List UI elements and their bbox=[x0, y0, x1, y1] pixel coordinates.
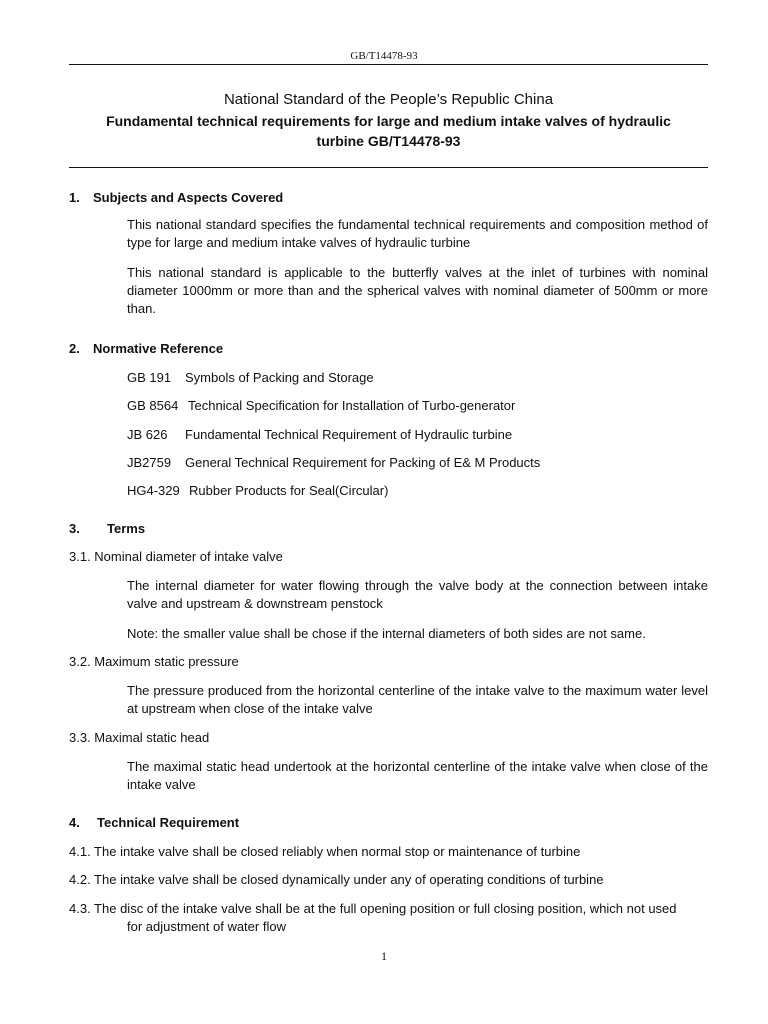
section-1-heading bbox=[69, 189, 283, 207]
header-rule bbox=[69, 64, 708, 65]
title-block bbox=[69, 90, 708, 151]
requirement-text-continued: for adjustment of water flow bbox=[127, 919, 286, 934]
reference-code: GB 8564 bbox=[127, 398, 179, 413]
term-3-2-label: 3.2. Maximum static pressure bbox=[69, 654, 239, 669]
reference-title: Fundamental Technical Requirement of Hydraulic turbine bbox=[185, 427, 513, 442]
section-3-heading bbox=[69, 520, 145, 538]
reference-item bbox=[127, 369, 708, 387]
requirement-item bbox=[69, 900, 708, 936]
requirement-item: 4.1. The intake valve shall be closed reliably when normal stop or maintenance of turbine bbox=[69, 844, 581, 859]
reference-title: Rubber Products for Seal(Circular) bbox=[189, 483, 389, 498]
term-3-1-label: 3.1. Nominal diameter of intake valve bbox=[69, 549, 283, 564]
term-3-1-definition: The internal diameter for water flowing through the valve body at the connection between intake valve and upstream & downstream penstock bbox=[127, 578, 708, 611]
reference-code: JB2759 bbox=[127, 455, 172, 470]
reference-item bbox=[127, 397, 708, 415]
section-1-paragraph-2: This national standard is applicable to the butterfly valves at the inlet of turbines with nominal diameter 1000mm or more than and the spherical valves with nominal diameter of 500mm or more than. bbox=[127, 265, 708, 316]
requirement-item: 4.2. The intake valve shall be closed dynamically under any of operating conditions of turbine bbox=[69, 872, 604, 887]
reference-item bbox=[127, 482, 708, 500]
reference-code: HG4-329 bbox=[127, 483, 180, 498]
reference-item bbox=[127, 454, 708, 472]
reference-item bbox=[127, 426, 708, 444]
term-3-1-note: Note: the smaller value shall be chose if the internal diameters of both sides are not same. bbox=[127, 626, 646, 641]
reference-title: Symbols of Packing and Storage bbox=[185, 370, 374, 385]
section-4-heading bbox=[69, 814, 239, 832]
document-title-line-1: Fundamental technical requirements for large and medium intake valves of hydraulic bbox=[106, 113, 671, 129]
term-3-2-definition: The pressure produced from the horizontal centerline of the intake valve to the maximum water level at upstream when close of the intake valve bbox=[127, 683, 708, 716]
section-3-title: Terms bbox=[107, 521, 146, 536]
running-header: GB/T14478-93 bbox=[350, 50, 418, 62]
term-3-3-label: 3.3. Maximal static head bbox=[69, 730, 210, 745]
section-2-heading bbox=[69, 340, 223, 358]
document-subtitle: National Standard of the People’s Republic China bbox=[223, 91, 554, 108]
section-2-number: 2. bbox=[69, 341, 80, 356]
requirement-text: 4.3. The disc of the intake valve shall be at the full opening position or full closing position, which not used bbox=[69, 901, 677, 916]
section-2-title: Normative Reference bbox=[93, 341, 224, 356]
reference-title: Technical Specification for Installation of Turbo-generator bbox=[188, 398, 516, 413]
section-1-number: 1. bbox=[69, 190, 80, 205]
document-title-line-2: turbine GB/T14478-93 bbox=[316, 133, 461, 149]
reference-code: JB 626 bbox=[127, 427, 168, 442]
section-4-number: 4. bbox=[69, 815, 80, 830]
section-4-title: Technical Requirement bbox=[97, 815, 240, 830]
section-3-number: 3. bbox=[69, 521, 80, 536]
reference-title: General Technical Requirement for Packing of E& M Products bbox=[185, 455, 541, 470]
section-1-title: Subjects and Aspects Covered bbox=[93, 190, 284, 205]
term-3-3-definition: The maximal static head undertook at the horizontal centerline of the intake valve when close of the intake valve bbox=[127, 759, 708, 792]
title-rule bbox=[69, 167, 708, 168]
section-1-paragraph-1: This national standard specifies the fundamental technical requirements and composition method of type for large and medium intake valves of hydraulic turbine bbox=[127, 217, 708, 250]
page-number: 1 bbox=[381, 949, 387, 963]
reference-code: GB 191 bbox=[127, 370, 172, 385]
document-title bbox=[69, 111, 708, 151]
